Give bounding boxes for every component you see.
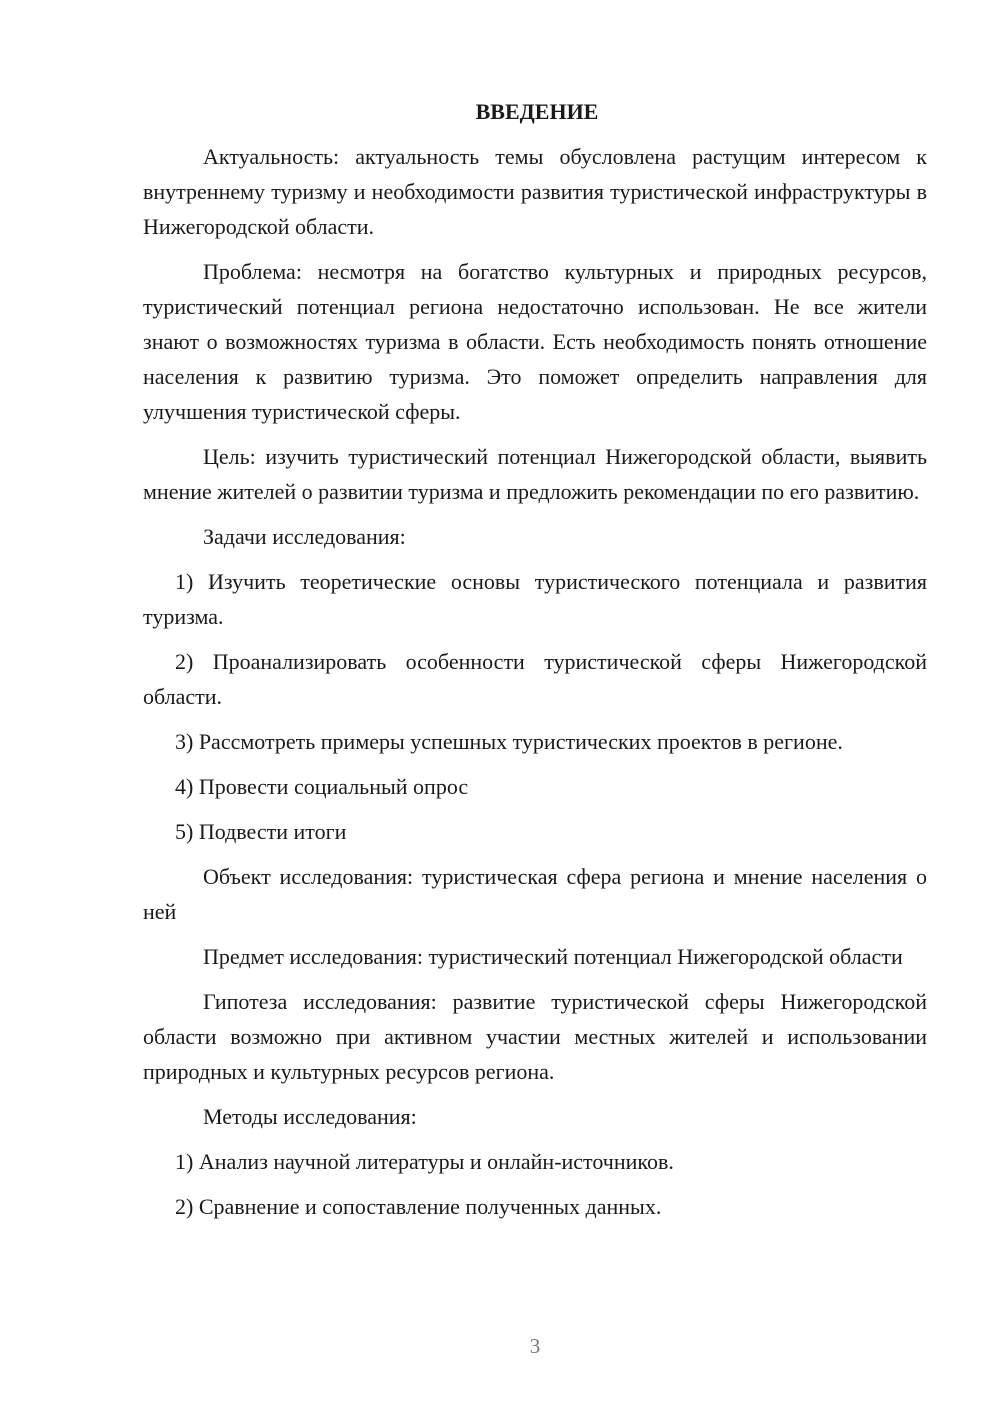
task-item: 4) Провести социальный опрос — [175, 774, 469, 799]
task-item: 2) Проанализировать особенности туристической сферы Нижегородской области. — [143, 649, 927, 709]
method-item: 2) Сравнение и сопоставление полученных данных. — [175, 1194, 662, 1219]
task-item: 3) Рассмотреть примеры успешных туристических проектов в регионе. — [175, 729, 843, 754]
object-paragraph: Объект исследования: туристическая сфера региона и мнение населения о ней — [143, 864, 927, 924]
goal-paragraph: Цель: изучить туристический потенциал Нижегородской области, выявить мнение жителей о развитии туризма и предложить рекомендации по его развитию. — [143, 444, 927, 504]
task-item: 5) Подвести итоги — [175, 819, 347, 844]
page-content — [143, 94, 927, 1234]
subject-paragraph: Предмет исследования: туристический потенциал Нижегородской области — [203, 944, 903, 969]
hypothesis-paragraph: Гипотеза исследования: развитие туристической сферы Нижегородской области возможно при активном участии местных жителей и использовании природных и культурных ресурсов региона. — [143, 989, 927, 1084]
task-item: 1) Изучить теоретические основы туристического потенциала и развития туризма. — [143, 569, 927, 629]
problem-paragraph: Проблема: несмотря на богатство культурных и природных ресурсов, туристический потенциал региона недостаточно использован. Не все жители знают о возможностях туризма в области. Есть необходимость понять отношение населения к развитию туризма. Это поможет определить направления для улучшения туристической сферы. — [143, 259, 927, 424]
methods-heading: Методы исследования: — [203, 1104, 417, 1129]
relevance-paragraph: Актуальность: актуальность темы обусловлена растущим интересом к внутреннему туризму и необходимости развития туристической инфраструктуры в Нижегородской области. — [143, 144, 927, 239]
method-item: 1) Анализ научной литературы и онлайн-источников. — [175, 1149, 674, 1174]
page-number: 3 — [529, 1334, 541, 1358]
tasks-heading: Задачи исследования: — [203, 524, 406, 549]
section-title: ВВЕДЕНИЕ — [475, 99, 599, 124]
